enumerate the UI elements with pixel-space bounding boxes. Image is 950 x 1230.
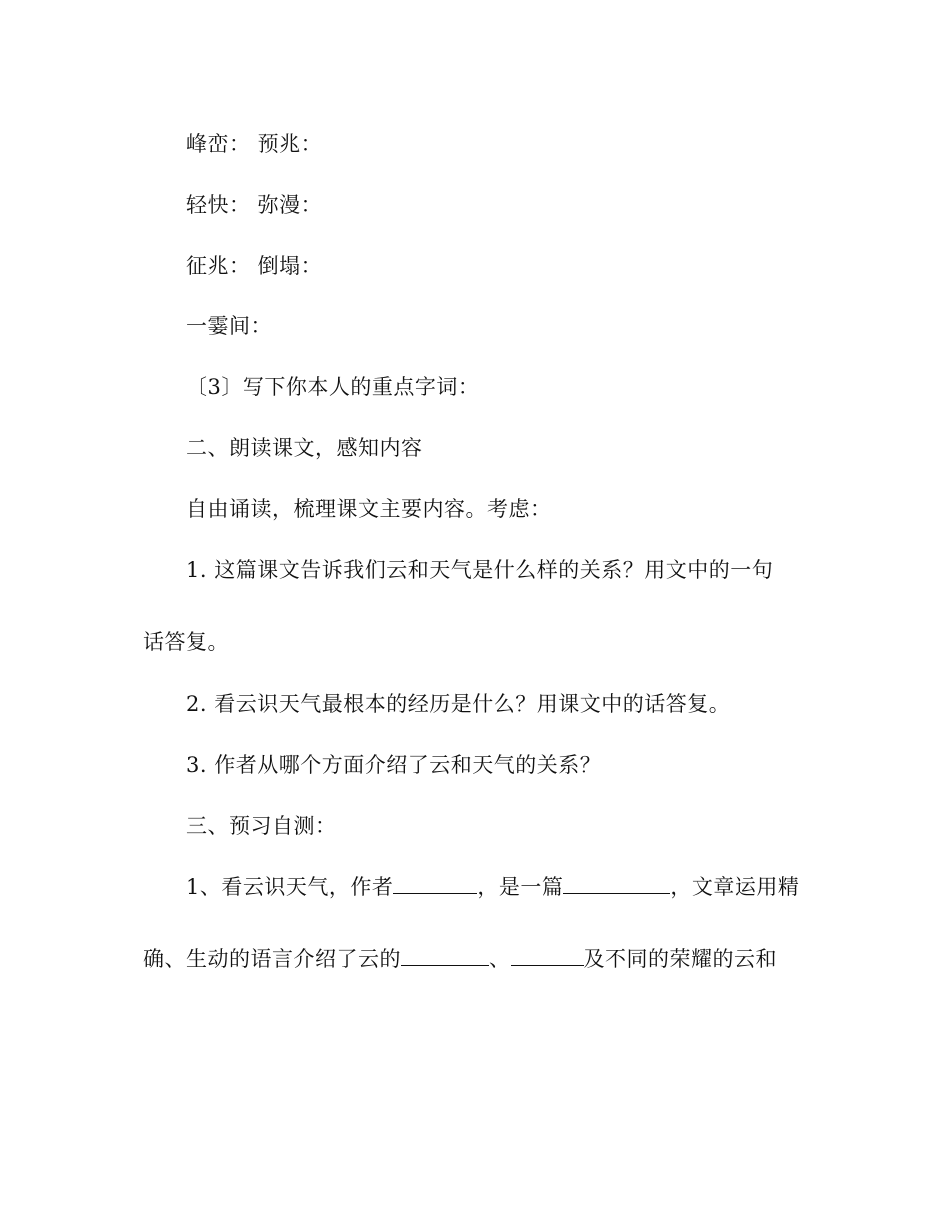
question-2: 2. 看云识天气最根本的经历是什么？用课文中的话答复。	[186, 692, 731, 716]
fill-in-1-text-a: 1、看云识天气，作者	[186, 875, 394, 899]
answer-blank-author[interactable]	[393, 873, 477, 894]
section-2-intro: 自由诵读，梳理课文主要内容。考虑：	[186, 497, 552, 521]
section-2-heading: 二、朗读课文，感知内容	[186, 436, 423, 460]
fill-in-line-1	[186, 872, 799, 902]
fill-in-2-text-b: 、	[489, 947, 511, 971]
vocab-row-2: 轻快： 弥漫：	[186, 193, 323, 217]
answer-blank-genre[interactable]	[563, 873, 670, 894]
question-1-line-2: 话答复。	[143, 630, 229, 654]
answer-blank-cloud-aspect-1[interactable]	[401, 945, 489, 966]
question-3: 3. 作者从哪个方面介绍了云和天气的关系？	[186, 753, 602, 777]
answer-blank-cloud-aspect-2[interactable]	[511, 945, 584, 966]
self-words-prompt: 〔3〕写下你本人的重点字词：	[186, 375, 480, 399]
vocab-row-1: 峰峦： 预兆：	[186, 132, 323, 156]
fill-in-1-text-b: ，是一篇	[477, 875, 564, 899]
fill-in-line-2	[143, 944, 777, 974]
vocab-row-3: 征兆： 倒塌：	[186, 254, 323, 278]
fill-in-1-text-c: ，文章运用精	[670, 875, 800, 899]
section-3-heading: 三、预习自测：	[186, 814, 337, 838]
fill-in-2-text-c: 及不同的荣耀的云和	[583, 947, 777, 971]
vocab-row-4: 一霎间：	[186, 314, 272, 338]
fill-in-2-text-a: 确、生动的语言介绍了云的	[143, 947, 401, 971]
question-1-line-1: 1. 这篇课文告诉我们云和天气是什么样的关系？用文中的一句	[186, 558, 774, 582]
